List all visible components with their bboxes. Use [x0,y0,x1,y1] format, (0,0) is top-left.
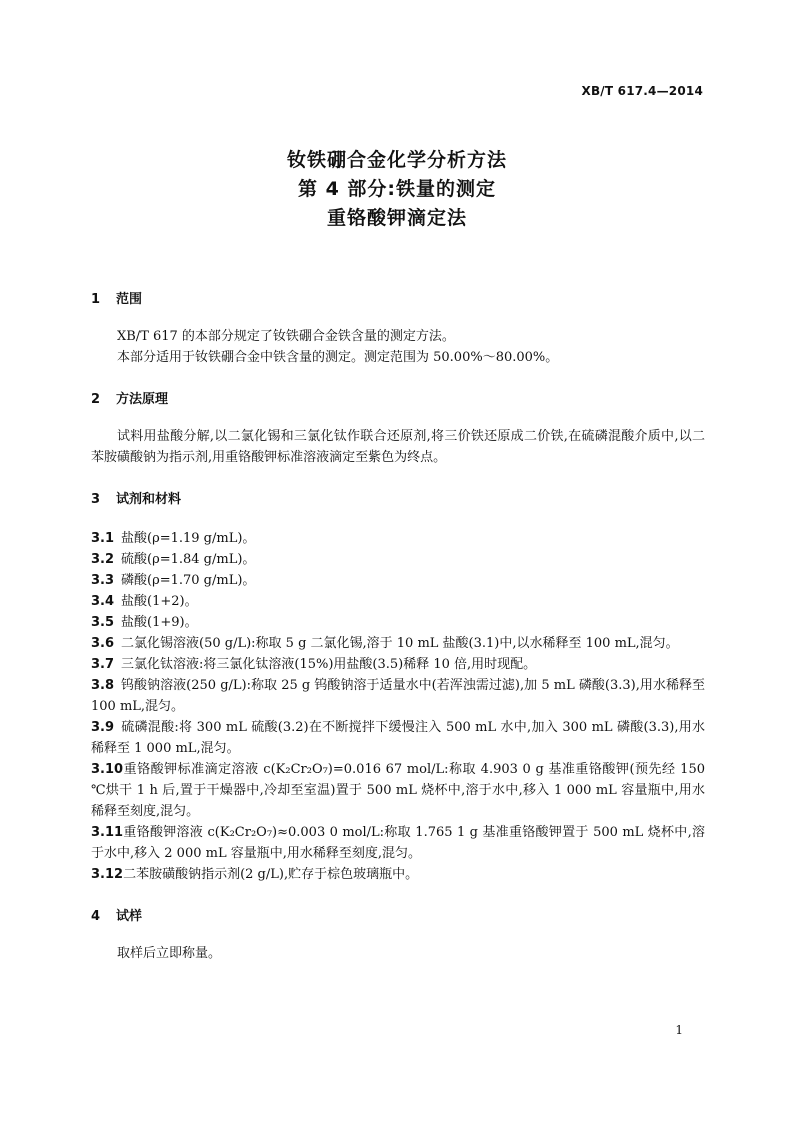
section-title: 试剂和材料 [116,492,182,507]
reagent-item [91,864,705,885]
standard-code: XB/T 617.4—2014 [581,84,703,98]
item-text: 盐酸(1+2)。 [121,594,198,609]
reagent-item [91,591,705,612]
sample-paragraph: 取样后立即称量。 [117,946,222,961]
section-number: 3 [91,492,101,507]
item-number: 3.4 [91,594,115,609]
title-line-2: 第 4 部分:铁量的测定 [297,178,497,200]
section-title: 范围 [116,292,143,307]
item-number: 3.12 [91,867,124,882]
reagent-item [91,759,705,822]
item-text: 重铬酸钾标准滴定溶液 c(K₂Cr₂O₇)=0.016 67 mol/L:称取 4.903 0 g 基准重铬酸钾(预先经 150 ℃烘干 1 h 后,置于干燥器中,冷却至室温)置于 500 mL 烧杯中,溶于水中,移入 1 000 mL 容量瓶中,用水稀释至刻度,混匀。 [91,762,705,819]
reagent-item [91,570,705,591]
reagent-item [91,612,705,633]
item-number: 3.3 [91,573,115,588]
section-title: 试样 [116,909,143,924]
item-text: 硫磷混酸:将 300 mL 硫酸(3.2)在不断搅拌下缓慢注入 500 mL 水中,加入 300 mL 磷酸(3.3),用水稀释至 1 000 mL,混匀。 [91,720,705,756]
item-text: 二氯化锡溶液(50 g/L):称取 5 g 二氯化锡,溶于 10 mL 盐酸(3.1)中,以水稀释至 100 mL,混匀。 [121,636,679,651]
section-number: 2 [91,392,101,407]
item-text: 盐酸(1+9)。 [121,615,198,630]
section-heading-principle [91,390,705,410]
section-heading-scope [91,290,705,310]
scope-paragraph-1: XB/T 617 的本部分规定了钕铁硼合金铁含量的测定方法。 [117,329,455,344]
item-text: 盐酸(ρ=1.19 g/mL)。 [121,531,256,546]
section-heading-reagents [91,490,705,510]
scope-paragraph-2: 本部分适用于钕铁硼合金中铁含量的测定。测定范围为 50.00%～80.00%。 [117,350,559,365]
item-number: 3.2 [91,552,115,567]
section-heading-sample [91,907,705,927]
reagent-item [91,822,705,864]
item-number: 3.10 [91,762,124,777]
section-title: 方法原理 [116,392,169,407]
item-number: 3.8 [91,678,115,693]
reagent-item [91,675,705,717]
item-number: 3.11 [91,825,124,840]
section-number: 1 [91,292,101,307]
reagent-item [91,717,705,759]
item-text: 硫酸(ρ=1.84 g/mL)。 [121,552,256,567]
reagent-item [91,528,705,549]
item-number: 3.5 [91,615,115,630]
reagent-item [91,633,705,654]
page-number: 1 [675,1023,683,1037]
title-line-3: 重铬酸钾滴定法 [326,207,467,229]
reagent-item [91,549,705,570]
item-text: 二苯胺磺酸钠指示剂(2 g/L),贮存于棕色玻璃瓶中。 [123,867,419,882]
document-title [0,146,794,233]
principle-paragraph: 试料用盐酸分解,以二氯化锡和三氯化钛作联合还原剂,将三价铁还原成二价铁,在硫磷混酸介质中,以二苯胺磺酸钠为指示剂,用重铬酸钾标准溶液滴定至紫色为终点。 [91,429,705,465]
section-number: 4 [91,909,101,924]
item-number: 3.7 [91,657,115,672]
item-text: 三氯化钛溶液:将三氯化钛溶液(15%)用盐酸(3.5)稀释 10 倍,用时现配。 [121,657,537,672]
item-text: 钨酸钠溶液(250 g/L):称取 25 g 钨酸钠溶于适量水中(若浑浊需过滤),加 5 mL 磷酸(3.3),用水稀释至 100 mL,混匀。 [91,678,705,714]
item-text: 重铬酸钾溶液 c(K₂Cr₂O₇)≈0.003 0 mol/L:称取 1.765 1 g 基准重铬酸钾置于 500 mL 烧杯中,溶于水中,移入 2 000 mL 容量瓶中,用水稀释至刻度,混匀。 [91,825,705,861]
item-number: 3.1 [91,531,115,546]
item-number: 3.9 [91,720,115,735]
document-body [91,290,705,964]
item-text: 磷酸(ρ=1.70 g/mL)。 [121,573,256,588]
title-line-1: 钕铁硼合金化学分析方法 [286,149,507,171]
item-number: 3.6 [91,636,115,651]
reagent-item [91,654,705,675]
reagent-list [91,528,705,885]
